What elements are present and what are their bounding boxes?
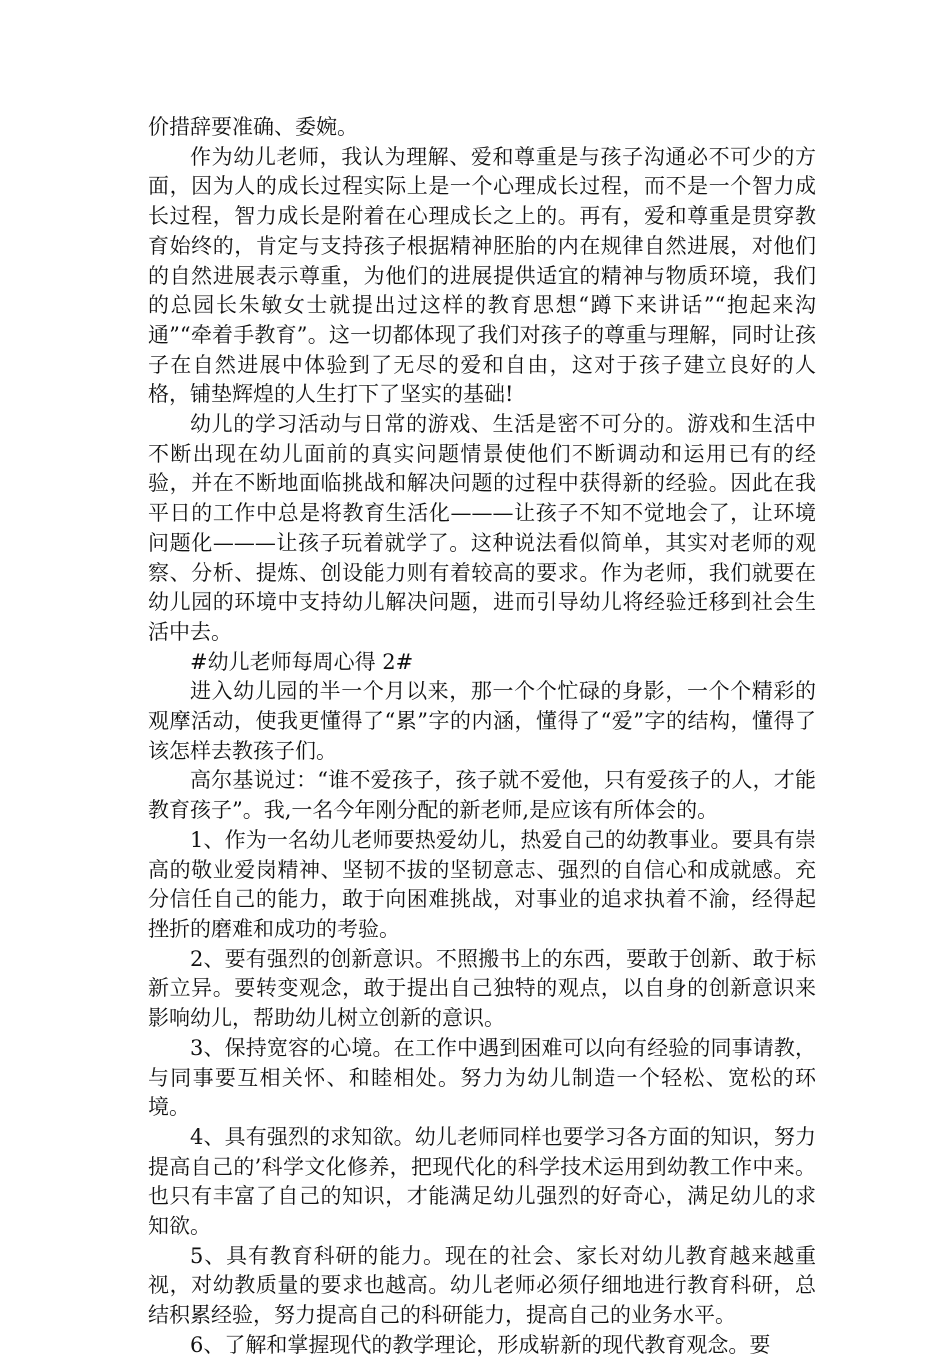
list-item-5: 5、具有教育科研的能力。现在的社会、家长对幼儿教育越来越重视，对幼教质量的要求也越高。幼儿老师必须仔细地进行教育科研，总结积累经验，努力提高自己的科研能力，提高自己的业务水平。 bbox=[148, 1243, 816, 1328]
list-item-3: 3、保持宽容的心境。在工作中遇到困难可以向有经验的同事请教，与同事要互相关怀、和睦相处。努力为幼儿制造一个轻松、宽松的环境。 bbox=[148, 1035, 816, 1120]
list-item-6: 6、了解和掌握现代的教学理论，形成崭新的现代教育观念。要 bbox=[190, 1332, 771, 1357]
document-body bbox=[148, 113, 816, 1361]
paragraph-continuation: 价措辞要准确、委婉。 bbox=[148, 115, 358, 139]
list-item-4: 4、具有强烈的求知欲。幼儿老师同样也要学习各方面的知识，努力提高自己的’科学文化修养，把现代化的科学技术运用到幼教工作中来。也只有丰富了自己的知识，才能满足幼儿强烈的好奇心，满足幼儿的求知欲。 bbox=[148, 1124, 816, 1239]
paragraph-gorky-quote: 高尔基说过：“谁不爱孩子，孩子就不爱他，只有爱孩子的人，才能教育孩子”。我,一名今年刚分配的新老师,是应该有所体会的。 bbox=[148, 768, 816, 823]
paragraph-first-month: 进入幼儿园的半一个月以来，那一个个忙碌的身影，一个个精彩的观摩活动，使我更懂得了“累”字的内涵，懂得了“爱”字的结构，懂得了该怎样去教孩子们。 bbox=[148, 679, 816, 763]
paragraph-understanding-love-respect: 作为幼儿老师，我认为理解、爱和尊重是与孩子沟通必不可少的方面，因为人的成长过程实际上是一个心理成长过程，而不是一个智力成长过程，智力成长是附着在心理成长之上的。再有，爱和尊重是贯穿教育始终的，肯定与支持孩子根据精神胚胎的内在规律自然进展，对他们的自然进展表示尊重，为他们的进展提供适宜的精神与物质环境，我们的总园长朱敏女士就提出过这样的教育思想“蹲下来讲话”“抱起来沟通”“牵着手教育”。这一切都体现了我们对孩子的尊重与理解，同时让孩子在自然进展中体验到了无尽的爱和自由，这对于孩子建立良好的人格，铺垫辉煌的人生打下了坚实的基础! bbox=[148, 144, 816, 407]
list-item-2: 2、要有强烈的创新意识。不照搬书上的东西，要敢于创新、敢于标新立异。要转变观念，敢于提出自己独特的观点，以自身的创新意识来影响幼儿，帮助幼儿树立创新的意识。 bbox=[148, 946, 816, 1031]
section-heading: #幼儿老师每周心得 2# bbox=[190, 649, 414, 674]
paragraph-learning-activities: 幼儿的学习活动与日常的游戏、生活是密不可分的。游戏和生活中不断出现在幼儿面前的真实问题情景使他们不断调动和运用已有的经验，并在不断地面临挑战和解决问题的过程中获得新的经验。因此在我平日的工作中总是将教育生活化———让孩子不知不觉地会了，让环境问题化———让孩子玩着就学了。这种说法看似简单，其实对老师的观察、分析、提炼、创设能力则有着较高的要求。作为老师，我们就要在幼儿园的环境中支持幼儿解决问题，进而引导幼儿将经验迁移到社会生活中去。 bbox=[148, 412, 816, 644]
list-item-1: 1、作为一名幼儿老师要热爱幼儿，热爱自己的幼教事业。要具有崇高的敬业爱岗精神、坚韧不拔的坚韧意志、强烈的自信心和成就感。充分信任自己的能力，敢于向困难挑战，对事业的追求执着不渝，经得起挫折的磨难和成功的考验。 bbox=[148, 827, 816, 941]
